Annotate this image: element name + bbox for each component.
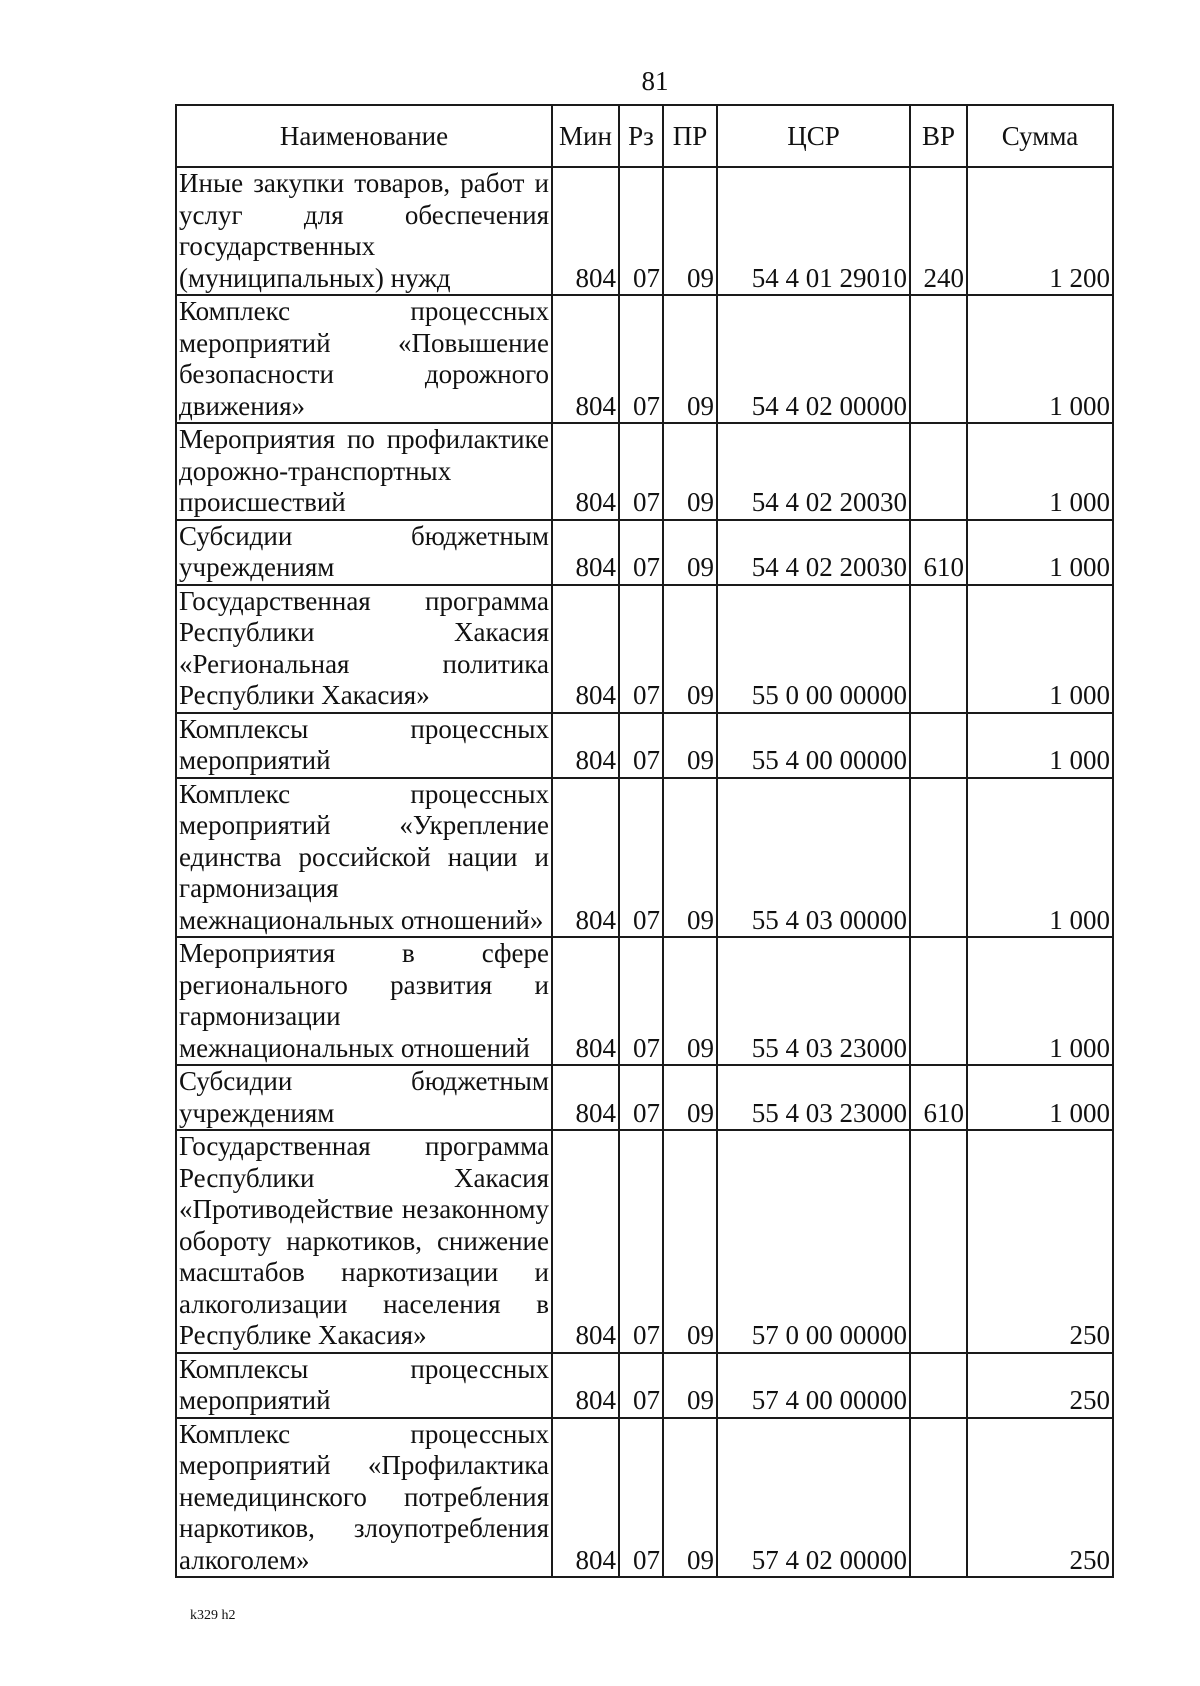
row-csr: 55 4 00 00000 bbox=[717, 713, 910, 778]
row-pr: 09 bbox=[663, 778, 717, 938]
row-sum: 1 000 bbox=[967, 295, 1113, 423]
header-sum: Сумма bbox=[967, 105, 1113, 167]
table-row bbox=[176, 520, 1113, 585]
row-vr bbox=[910, 1353, 967, 1418]
row-rz: 07 bbox=[619, 167, 663, 295]
row-sum: 1 000 bbox=[967, 423, 1113, 520]
row-vr bbox=[910, 1130, 967, 1353]
row-min: 804 bbox=[552, 1130, 619, 1353]
row-min: 804 bbox=[552, 778, 619, 938]
row-min: 804 bbox=[552, 585, 619, 713]
row-name: Иные закупки товаров, работ и услуг для обеспечения государственных (муниципальных) нужд bbox=[176, 167, 552, 295]
row-vr bbox=[910, 937, 967, 1065]
row-sum: 250 bbox=[967, 1418, 1113, 1578]
header-vr: ВР bbox=[910, 105, 967, 167]
row-vr bbox=[910, 295, 967, 423]
table-row bbox=[176, 1130, 1113, 1353]
header-pr: ПР bbox=[663, 105, 717, 167]
row-rz: 07 bbox=[619, 423, 663, 520]
row-rz: 07 bbox=[619, 937, 663, 1065]
table-row bbox=[176, 1353, 1113, 1418]
row-csr: 55 4 03 00000 bbox=[717, 778, 910, 938]
row-csr: 57 4 00 00000 bbox=[717, 1353, 910, 1418]
row-vr: 610 bbox=[910, 520, 967, 585]
row-rz: 07 bbox=[619, 778, 663, 938]
row-vr: 240 bbox=[910, 167, 967, 295]
row-name: Комплексы процессных мероприятий bbox=[176, 1353, 552, 1418]
table-row bbox=[176, 585, 1113, 713]
row-pr: 09 bbox=[663, 713, 717, 778]
row-csr: 54 4 02 20030 bbox=[717, 423, 910, 520]
row-csr: 57 4 02 00000 bbox=[717, 1418, 910, 1578]
table-row bbox=[176, 713, 1113, 778]
row-rz: 07 bbox=[619, 713, 663, 778]
row-sum: 250 bbox=[967, 1130, 1113, 1353]
footer-code: k329 h2 bbox=[190, 1608, 236, 1623]
row-rz: 07 bbox=[619, 1353, 663, 1418]
row-pr: 09 bbox=[663, 167, 717, 295]
header-name: Наименование bbox=[176, 105, 552, 167]
row-pr: 09 bbox=[663, 1130, 717, 1353]
row-sum: 1 000 bbox=[967, 520, 1113, 585]
row-pr: 09 bbox=[663, 1353, 717, 1418]
row-min: 804 bbox=[552, 167, 619, 295]
row-vr bbox=[910, 778, 967, 938]
row-min: 804 bbox=[552, 1353, 619, 1418]
row-sum: 250 bbox=[967, 1353, 1113, 1418]
row-sum: 1 000 bbox=[967, 937, 1113, 1065]
row-min: 804 bbox=[552, 1065, 619, 1130]
row-name: Субсидии бюджетным учреждениям bbox=[176, 1065, 552, 1130]
row-csr: 54 4 02 00000 bbox=[717, 295, 910, 423]
header-rz: Рз bbox=[619, 105, 663, 167]
row-pr: 09 bbox=[663, 423, 717, 520]
row-name: Мероприятия в сфере регионального развития и гармонизации межнациональных отношений bbox=[176, 937, 552, 1065]
row-pr: 09 bbox=[663, 1065, 717, 1130]
row-sum: 1 000 bbox=[967, 713, 1113, 778]
row-csr: 55 4 03 23000 bbox=[717, 937, 910, 1065]
row-rz: 07 bbox=[619, 1065, 663, 1130]
table-row bbox=[176, 167, 1113, 295]
row-name: Комплексы процессных мероприятий bbox=[176, 713, 552, 778]
row-name: Комплекс процессных мероприятий «Укрепление единства российской нации и гармонизация межнациональных отношений» bbox=[176, 778, 552, 938]
row-name: Государственная программа Республики Хакасия «Региональная политика Республики Хакасия» bbox=[176, 585, 552, 713]
row-csr: 55 4 03 23000 bbox=[717, 1065, 910, 1130]
row-name: Государственная программа Республики Хакасия «Противодействие незаконному обороту наркотиков, снижение масштабов наркотизации и алкоголизации населения в Республике Хакасия» bbox=[176, 1130, 552, 1353]
row-min: 804 bbox=[552, 1418, 619, 1578]
row-min: 804 bbox=[552, 295, 619, 423]
row-vr bbox=[910, 423, 967, 520]
row-sum: 1 000 bbox=[967, 585, 1113, 713]
row-rz: 07 bbox=[619, 1130, 663, 1353]
row-csr: 54 4 02 20030 bbox=[717, 520, 910, 585]
table-row bbox=[176, 1065, 1113, 1130]
row-min: 804 bbox=[552, 937, 619, 1065]
table-row bbox=[176, 423, 1113, 520]
row-pr: 09 bbox=[663, 520, 717, 585]
row-name: Субсидии бюджетным учреждениям bbox=[176, 520, 552, 585]
row-min: 804 bbox=[552, 423, 619, 520]
header-row bbox=[176, 105, 1113, 167]
table-row bbox=[176, 1418, 1113, 1578]
row-pr: 09 bbox=[663, 295, 717, 423]
row-rz: 07 bbox=[619, 585, 663, 713]
row-sum: 1 000 bbox=[967, 1065, 1113, 1130]
table-row bbox=[176, 778, 1113, 938]
row-name: Комплекс процессных мероприятий «Повышение безопасности дорожного движения» bbox=[176, 295, 552, 423]
row-sum: 1 000 bbox=[967, 778, 1113, 938]
row-csr: 57 0 00 00000 bbox=[717, 1130, 910, 1353]
row-min: 804 bbox=[552, 520, 619, 585]
row-pr: 09 bbox=[663, 1418, 717, 1578]
row-name: Мероприятия по профилактике дорожно-транспортных происшествий bbox=[176, 423, 552, 520]
row-min: 804 bbox=[552, 713, 619, 778]
table-row bbox=[176, 295, 1113, 423]
row-name: Комплекс процессных мероприятий «Профилактика немедицинского потребления наркотиков, злоупотребления алкоголем» bbox=[176, 1418, 552, 1578]
row-vr bbox=[910, 585, 967, 713]
header-min: Мин bbox=[552, 105, 619, 167]
row-rz: 07 bbox=[619, 295, 663, 423]
row-pr: 09 bbox=[663, 937, 717, 1065]
row-rz: 07 bbox=[619, 520, 663, 585]
row-csr: 54 4 01 29010 bbox=[717, 167, 910, 295]
row-csr: 55 0 00 00000 bbox=[717, 585, 910, 713]
row-pr: 09 bbox=[663, 585, 717, 713]
row-vr bbox=[910, 1418, 967, 1578]
row-vr: 610 bbox=[910, 1065, 967, 1130]
header-csr: ЦСР bbox=[717, 105, 910, 167]
row-sum: 1 200 bbox=[967, 167, 1113, 295]
row-rz: 07 bbox=[619, 1418, 663, 1578]
row-vr bbox=[910, 713, 967, 778]
page-number: 81 bbox=[641, 66, 669, 96]
budget-table bbox=[175, 104, 1114, 1578]
table-row bbox=[176, 937, 1113, 1065]
